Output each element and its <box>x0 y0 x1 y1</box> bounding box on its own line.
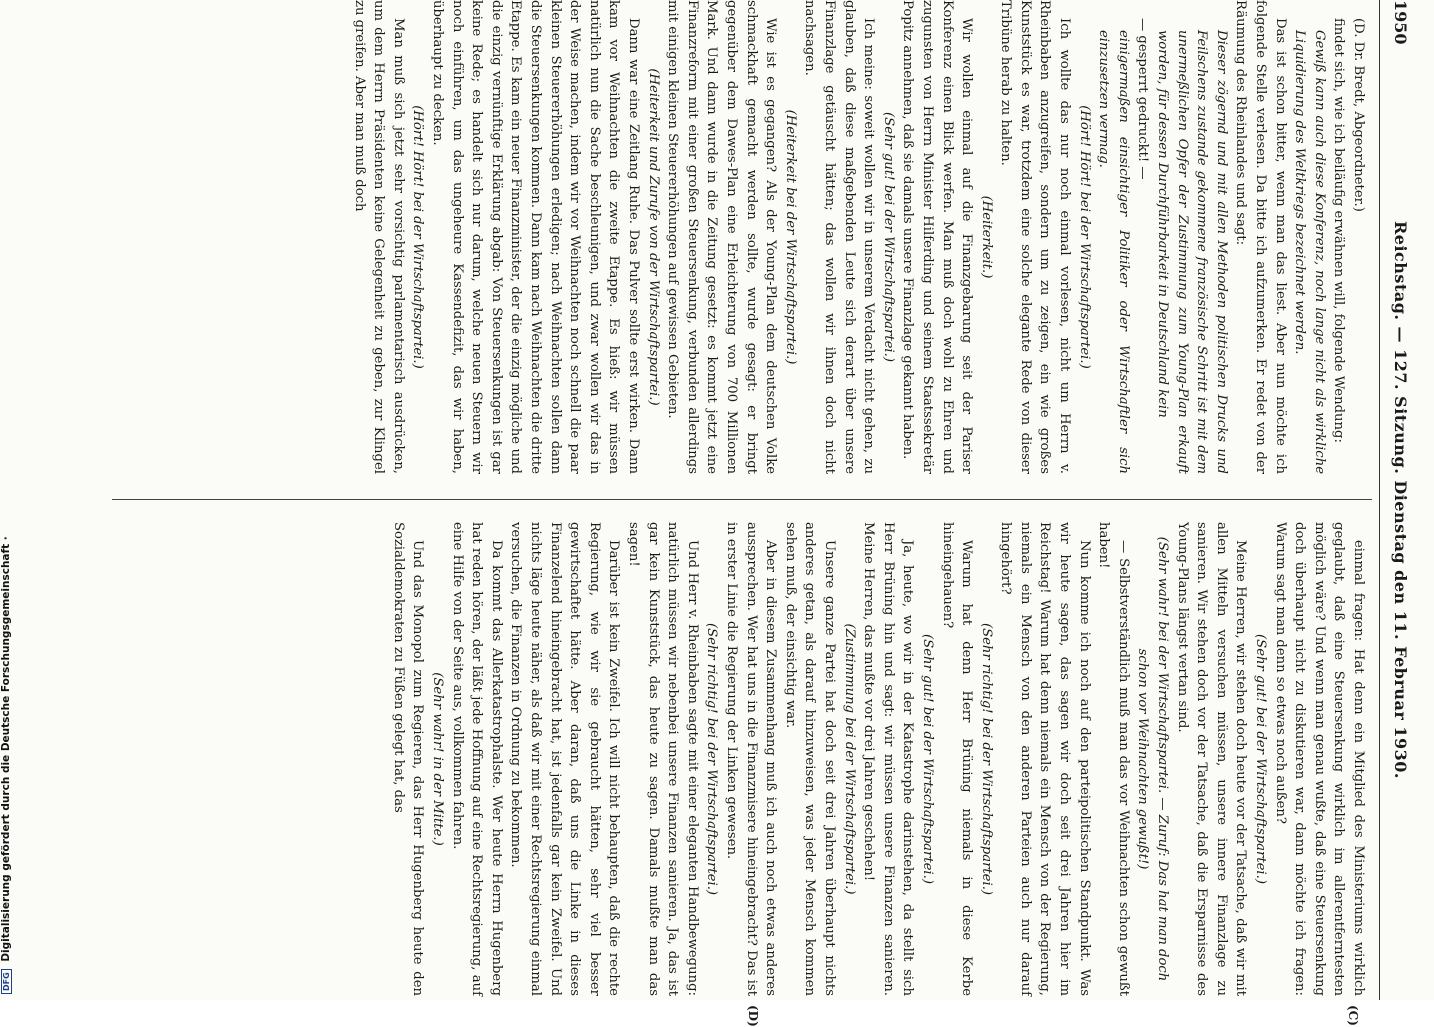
paragraph: Da kommt das Allerkatastrophalste. Wer heute Herrn Hugenberg hat reden hören, der läßt jede Hoffnung auf eine Rechtsregierung, auf eine Hilfe von der Seite aus, vollkommen fahren. <box>449 522 504 996</box>
rotated-page-content <box>100 0 1420 1027</box>
paragraph: einmal fragen: Hat denn ein Mitglied des Ministeriums wirklich geglaubt, daß eine Steuersenkung wirklich im allerentferntesten möglich wäre? Und wenn man genau wußte, daß eine Steuersenkung doch überhaupt nicht zu diskutieren war, dann möchte ich fragen: Warum sagt man denn so etwas noch außen? <box>1272 522 1366 996</box>
paragraph: Und das Monopol zum Regieren, das Herr Hugenberg heute den Sozialdemokraten zu Füßen gelegt hat, das <box>390 522 426 996</box>
column-divider <box>112 499 1372 500</box>
page-title: Reichstag. — 127. Sitzung. Dienstag den 11. Februar 1930. <box>1391 221 1410 779</box>
paragraph: Wir wollen einmal auf die Finanzgebarung seit der Pariser Konferenz einen Blick werfen. Man muß doch wohl zu Ehren und zugunsten von Herrn Minister Hilferding und seinem Staatssekretär Popitz annehmen, daß sie damals unsere Finanzlage gekannt haben. <box>900 0 975 474</box>
paragraph: Darüber ist kein Zweifel. Ich will nicht behaupten, daß die rechte Regierung, wie wir sie gebraucht hätten, sehr viel besser gewirtschaftet hätte. Aber daran, daß uns die Linke in dieses Finanzelend hineingebracht hat, ist jedenfalls gar kein Zweifel. Und nichts läge heute näher, als daß wir mit einer Rechtsregierung einmal versuchen, die Finanzen in Ordnung zu bekommen. <box>508 522 622 996</box>
paragraph: Aber in diesem Zusammenhang muß ich auch noch etwas anderes aussprechen. Wer hat uns in die Finanzmisere hineingebracht? Das ist in erster Linie die Regierung der Linken gewesen. <box>724 522 779 996</box>
interjection: (Heiterkeit und Zurufe von der Wirtschaftspartei.) <box>645 68 661 406</box>
paragraph: einigermaßen einsichtiger Politiker oder Wirtschaftler sich einzusetzen vermag. <box>1096 30 1131 474</box>
paragraph: Und Herr v. Rheinbaben sagte mit einer eleganten Handbewegung: natürlich müssen wir nebenbei unsere Finanzen sanieren. Ja, das ist gar kein Kunststück, das heute zu sagen. Damals mußte man das sagen! <box>626 522 700 996</box>
page-header <box>1380 0 1420 1000</box>
paragraph: Warum hat denn Herr Brüning niemals in diese Kerbe hineingehauen? <box>939 522 975 996</box>
interjection: (Sehr gut! bei der Wirtschaftspartei.) <box>880 112 896 362</box>
paragraph: Unsere ganze Partei hat doch seit drei Jahren überhaupt nichts anderes getan, als darauf hinzuweisen, was jeder Mensch kommen sehen muß, der einsichtig war. <box>782 522 837 996</box>
paragraph: Ich meine: soweit wollen wir in unserem Verdacht nicht gehen, zu glauben, daß diese maßgebenden Leute sich derart über unsere Finanzlage getäuscht hätten; das wollen wir ihnen doch nicht nachsagen. <box>802 0 877 474</box>
paragraph: (D. Dr. Bredt, Abgeordneter.) <box>1351 18 1366 212</box>
dfg-logo: DFG <box>1 969 12 994</box>
digitization-credit-text: Digitalisierung gefördert durch die Deutsche Forschungsgemeinschaft · <box>0 536 12 962</box>
paragraph: Gewiß kann auch diese Konferenz, noch lange nicht als wirkliche Liquidierung des Weltkriegs bezeichnet werden. <box>1292 30 1327 474</box>
interjection: (Sehr richtig! bei der Wirtschaftspartei.) <box>704 622 720 896</box>
right-column <box>388 522 1368 996</box>
paragraph: Das ist schon bitter, wenn man das liest. Aber nun möchte ich folgende Stelle verlesen. Da bitte ich aufzumerken. Er redet von der Räumung des Rheinlandes und sagt: <box>1233 0 1288 474</box>
interjection: (Hört! Hört! bei der Wirtschaftspartei.) <box>410 105 426 369</box>
paragraph: — Selbstverständlich muß man das vor Weihnachten schon gewußt haben! <box>1096 522 1131 996</box>
digitization-credit-sidebar <box>0 0 18 1000</box>
interjection: (Zustimmung bei der Wirtschaftspartei.) <box>841 623 857 895</box>
paragraph: Dann war eine Zeitlang Ruhe. Das Pulver sollte erst wirken. Dann kam vor Weihnachten die zweite Etappe. Es hieß: wir müssen natürlich nun die Sache beschleunigen, und zwar wollen wir das in der Weise machen, indem wir vor Weihnachten noch schnell die paar kleinen Steuererhöhungen erledigen; nach Weihnachten sollen dann die Steuersenkungen kommen. Dann kam nach Weihnachten die dritte Etappe. Es kam ein neuer Finanzminister, der die einzig mögliche und die einzig vernünftige Erklärung abgab: Von Steuersenkungen ist gar keine Rede; es handelt sich nur darum, welche neuen Steuern wir noch einführen, um das ungeheure Kassendefizit, das wir haben, überhaupt zu decken. <box>430 0 642 474</box>
interjection: (Sehr wahr! in der Mitte.) <box>430 672 446 846</box>
paragraph: Wie ist es gegangen? Als der Young-Plan dem deutschen Volke schmackhaft gemacht werden sollte, wurde gesagt: er bringt gegenüber dem Dawes-Plan eine Erleichterung von 700 Millionen Mark. Und dann wurde in die Zeitung gesetzt: es kommt jetzt eine Finanzreform mit einer großen Steuersenkung, verbunden allerdings mit einigen kleinen Steuererhöhungen auf gewissen Gebieten. <box>665 0 779 474</box>
paragraph: Ja, heute, wo wir in der Katastrophe darinstehen, da stellt sich Herr Brüning hin und sagt: wir müssen unsere Finanzen sanieren. Meine Herren, das mußte vor drei Jahren geschehen! <box>861 522 916 996</box>
interjection: (Sehr richtig! bei der Wirtschaftspartei.) <box>978 622 994 896</box>
header-rule <box>1379 0 1380 1000</box>
paragraph: Meine Herren, wir stehen doch heute vor der Tatsache, daß wir mit allen Mitteln versuchen müssen, unsere innere Finanzlage zu sanieren. Wir stehen doch vor der Tatsache, daß die Ersparnisse des Young-Plans längst vertan sind. <box>1174 522 1249 996</box>
paragraph: Nun komme ich noch auf den parteipolitischen Standpunkt. Was wir heute sagen, das sagen wir doch seit drei Jahren hier im Reichstag! Warum hat denn niemals ein Mensch von der Regierung, niemals ein Mensch von den anderen Parteien auch nur darauf hingehört? <box>998 522 1092 996</box>
margin-marker-d: (D) <box>746 1005 760 1027</box>
paragraph: findet sich, wie ich beiläufig erwähnen will, folgende Wendung: <box>1331 18 1347 443</box>
left-column <box>349 0 1368 474</box>
interjection: (Sehr wahr! bei der Wirtschaftspartei. — Zuruf: Das hat man doch schon vor Weihnachten gewußt!) <box>1135 536 1171 982</box>
interjection: (Heiterkeit bei der Wirtschaftspartei.) <box>782 109 798 365</box>
interjection: (Sehr gut! bei der Wirtschaftspartei.) <box>919 634 935 884</box>
interjection: (Hört! Hört! bei der Wirtschaftspartei.) <box>1076 105 1092 369</box>
paragraph: Ich wollte das nur noch einmal vorlesen, nicht um Herrn v. Rheinbaben anzugreifen, sondern um zu zeigen, ein wie großes Kunststück es war, trotzdem eine solche elegante Rede von dieser Tribüne herab zu halten. <box>998 0 1073 474</box>
paragraph: Dieser zögernd und mit allen Methoden politischen Drucks und Feilschens zustande gekommene französische Schritt ist mit dem unermeßlichen Opfer der Zustimmung zum Young-Plan erkauft worden, für dessen Durchführbarkeit in Deutschland kein <box>1155 30 1229 474</box>
interjection: (Sehr gut! bei der Wirtschaftspartei.) <box>1253 634 1269 884</box>
paragraph: — gesperrt gedruckt! — <box>1135 18 1151 180</box>
paragraph: Man muß sich jetzt sehr vorsichtig parlamentarisch ausdrücken, um dem Herrn Präsidenten keine Gelegenheit zu geben, zur Klingel zu greifen. Aber man muß doch <box>351 0 406 474</box>
page-number: 1950 <box>1391 0 1410 45</box>
margin-marker-c: (C) <box>1346 1005 1360 1026</box>
interjection: (Heiterkeit.) <box>978 195 994 279</box>
